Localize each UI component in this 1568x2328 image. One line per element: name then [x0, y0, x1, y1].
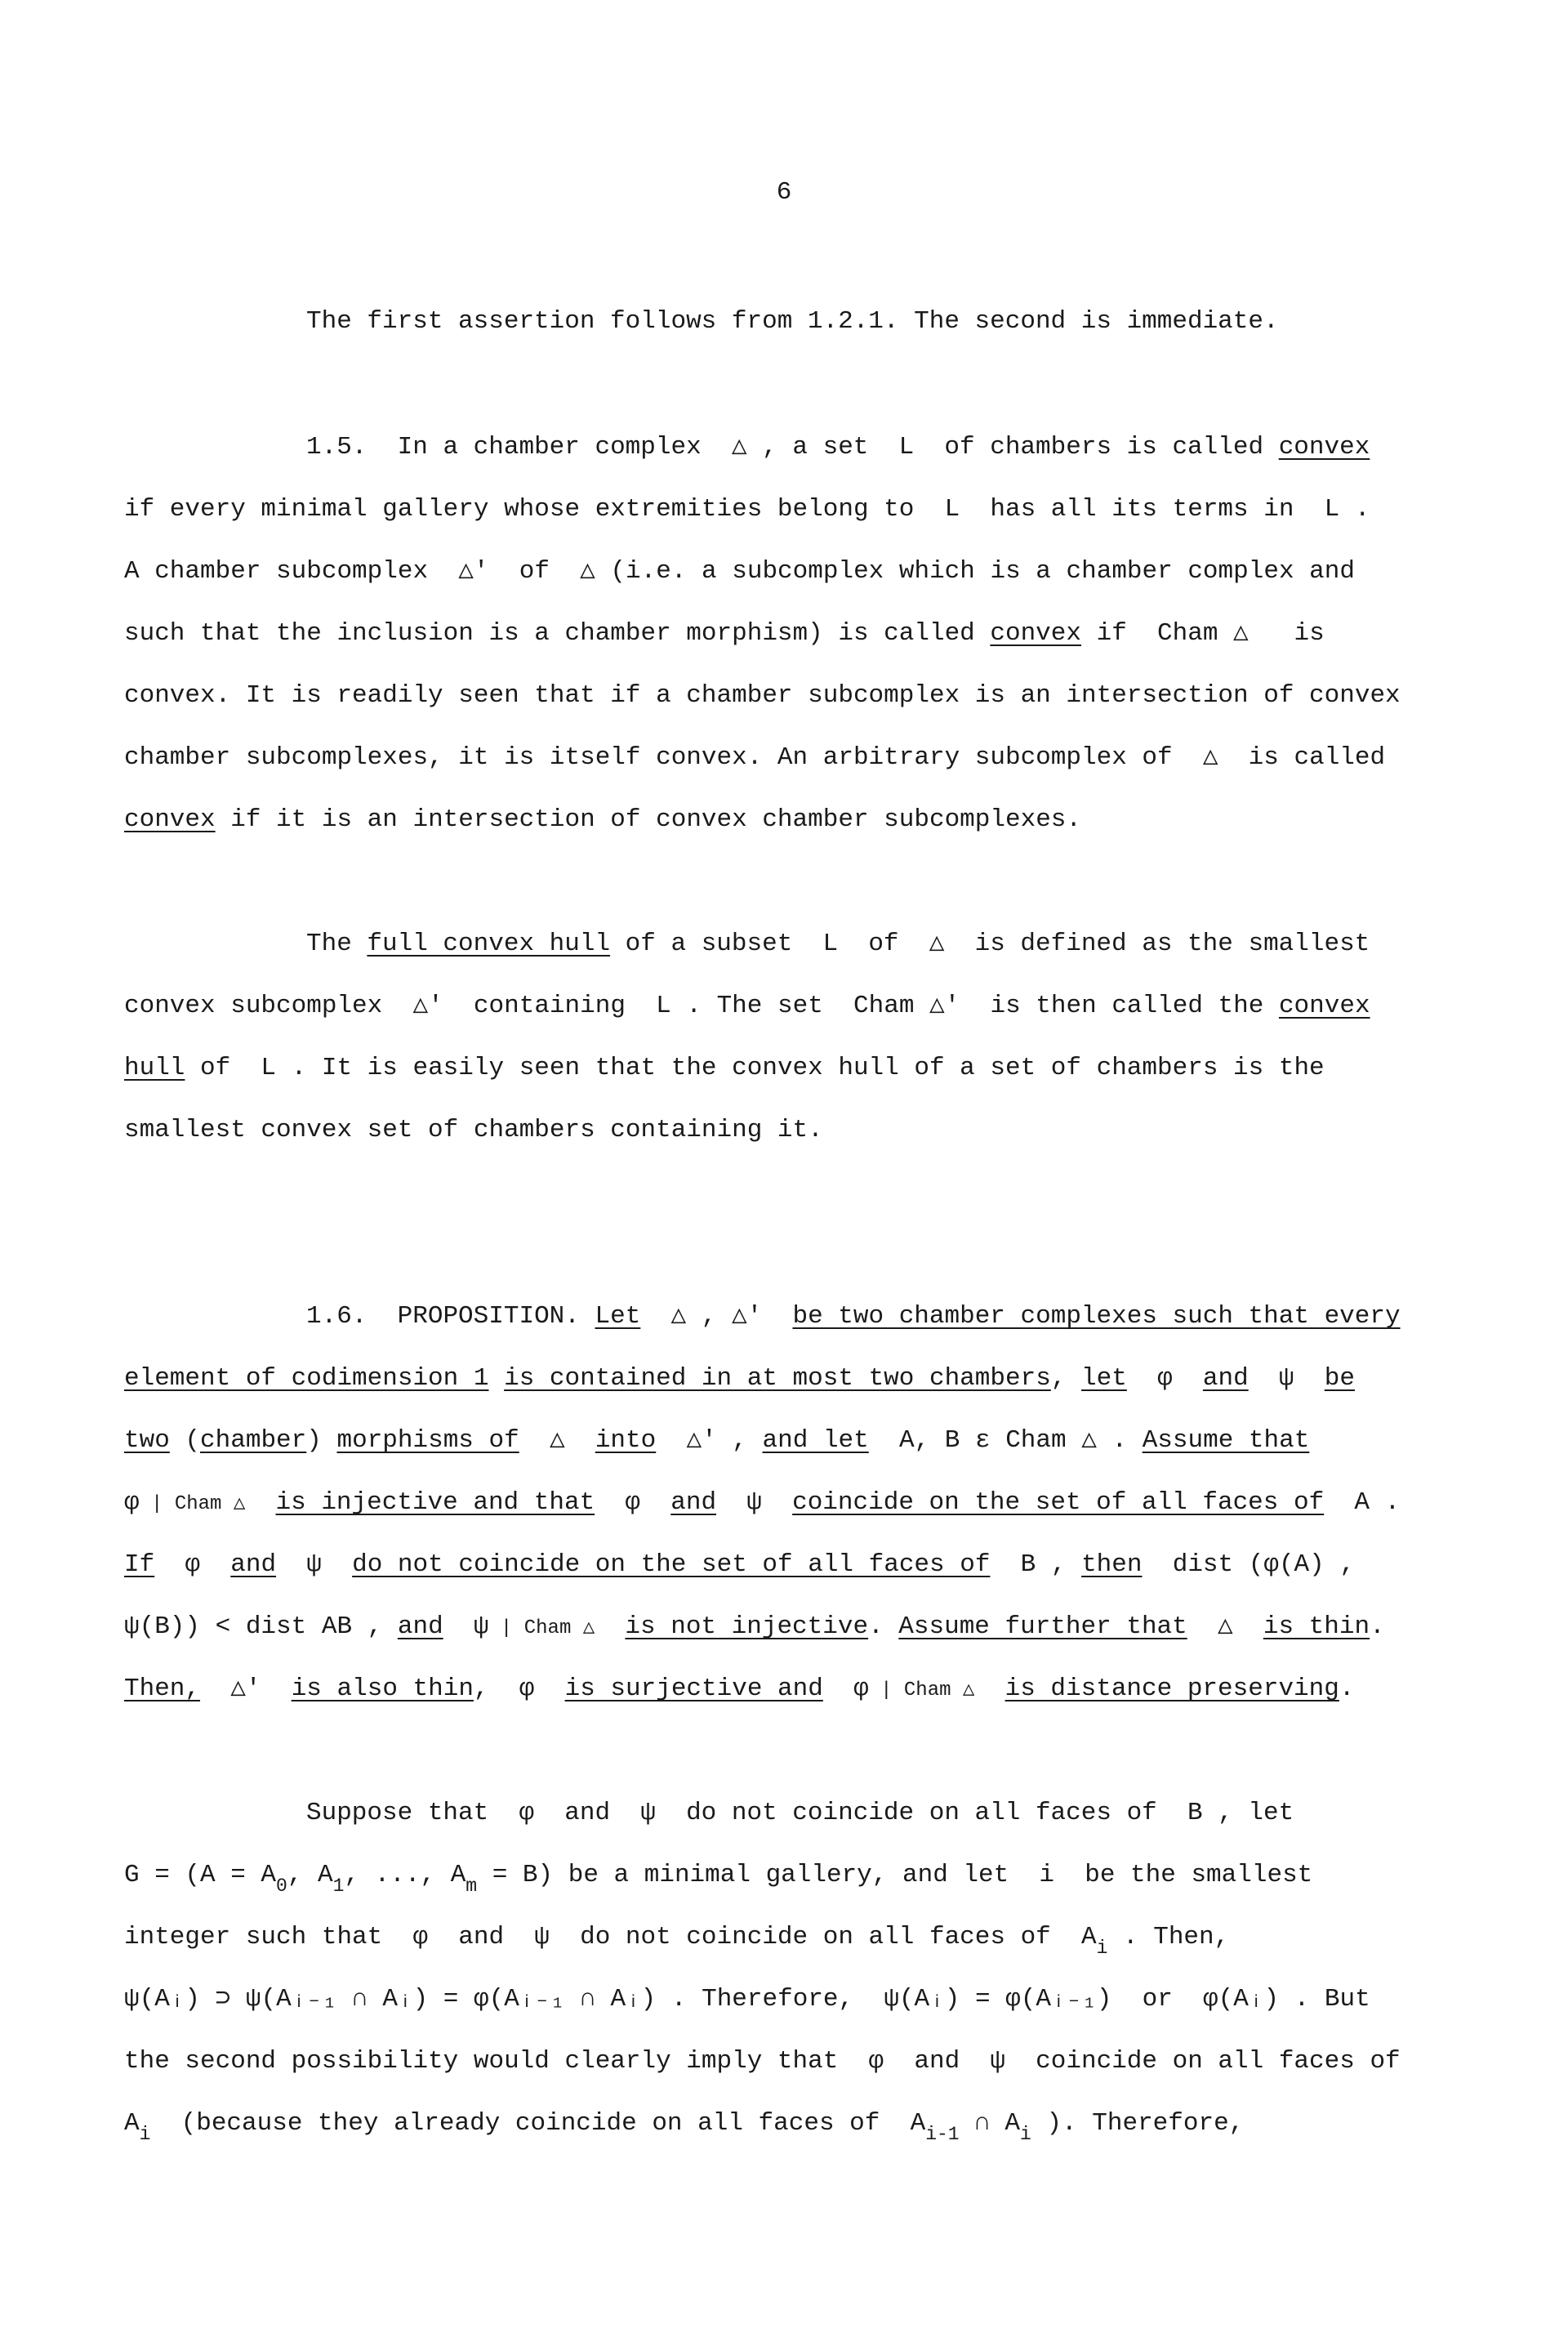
hull-line-3: hull of L . It is easily seen that the convex hull of a set of chambers is the [124, 1054, 1325, 1082]
proposition-line-5: If φ and ψ do not coincide on the set of all faces of B , then dist (φ(A) , [124, 1550, 1355, 1579]
term-convex: convex [990, 619, 1081, 648]
term-full-convex-hull: full convex hull [367, 930, 611, 958]
term-convex: convex [1278, 992, 1370, 1020]
section-1-5-line-4: such that the inclusion is a chamber morphism) is called convex if Cham △ is [124, 619, 1325, 648]
term-convex: convex [1278, 433, 1370, 462]
proposition-line-1: 1.6. PROPOSITION. Let △ , △' be two chamber complexes such that every [306, 1302, 1401, 1331]
term-convex: convex [124, 805, 216, 834]
hull-line-2: convex subcomplex △' containing L . The set Cham △' is then called the convex [124, 992, 1370, 1020]
hull-line-4: smallest convex set of chambers containing it. [124, 1116, 823, 1144]
proof-line-4: ψ(Aᵢ) ⊃ ψ(Aᵢ₋₁ ∩ Aᵢ) = φ(Aᵢ₋₁ ∩ Aᵢ) . Therefore, ψ(Aᵢ) = φ(Aᵢ₋₁) or φ(Aᵢ) . But [124, 1985, 1370, 2014]
paragraph-line: The first assertion follows from 1.2.1. The second is immediate. [306, 307, 1279, 336]
proof-line-6: $A_i$ (because they already coincide on all faces of $A_{i-1}$ ∩ $A_i$ ). Therefore, [124, 2109, 1245, 2145]
section-1-5-line-3: A chamber subcomplex △' of △ (i.e. a subcomplex which is a chamber complex and [124, 557, 1355, 586]
proposition-title: PROPOSITION. [397, 1302, 580, 1331]
section-1-5-line-5: convex. It is readily seen that if a chamber subcomplex is an intersection of convex [124, 681, 1401, 710]
proposition-line-7: Then, △' is also thin, φ is surjective and φ | Cham △ is distance preserving. [124, 1675, 1355, 1703]
section-1-5-line-1: 1.5. In a chamber complex △ , a set L of chambers is called convex [306, 433, 1370, 462]
proposition-line-6: ψ(B)) < dist AB , and ψ | Cham △ is not injective. Assume further that △ is thin. [124, 1612, 1385, 1641]
section-1-5-line-6: chamber subcomplexes, it is itself convex. An arbitrary subcomplex of △ is called [124, 743, 1386, 772]
hull-line-1: The full convex hull of a subset L of △ is defined as the smallest [306, 930, 1370, 958]
section-1-5-line-2: if every minimal gallery whose extremities belong to L has all its terms in L . [124, 495, 1370, 524]
proof-line-5: the second possibility would clearly imply that φ and ψ coincide on all faces of [124, 2047, 1401, 2076]
proposition-line-4: φ | Cham △ is injective and that φ and ψ coincide on the set of all faces of A . [124, 1488, 1401, 1517]
term-hull: hull [124, 1054, 185, 1082]
proposition-line-2: element of codimension 1 is contained in at most two chambers, let φ and ψ be [124, 1364, 1355, 1393]
proposition-line-3: two (chamber) morphisms of △ into △' , and let A, B ε Cham △ . Assume that [124, 1426, 1310, 1455]
section-number: 1.5. [306, 433, 368, 462]
page-number: 6 [776, 178, 792, 207]
section-1-5-line-7: convex if it is an intersection of convex chamber subcomplexes. [124, 805, 1081, 834]
proof-line-3: integer such that φ and ψ do not coincide on all faces of $A_i$ . Then, [124, 1923, 1230, 1959]
proof-line-1: Suppose that φ and ψ do not coincide on all faces of B , let [306, 1799, 1294, 1827]
proof-line-2: $G = (A = A_0$, $A_1$, ..., $A_m = B$) be a minimal gallery, and let i be the smallest [124, 1861, 1313, 1897]
